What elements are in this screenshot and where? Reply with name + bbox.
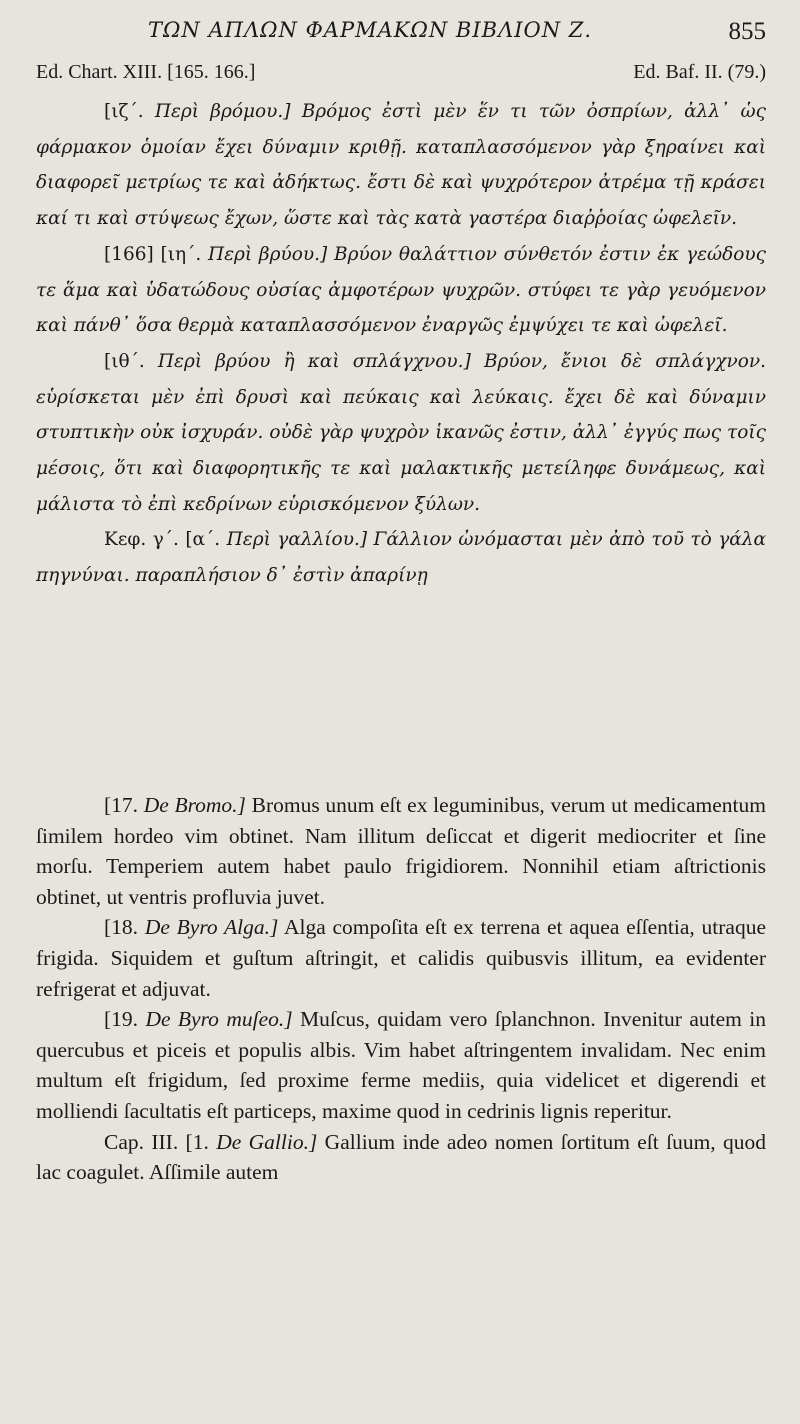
- section-heading: Περὶ βρόμου.]: [154, 101, 291, 122]
- greek-paragraph: [36, 344, 766, 523]
- paragraph-text: Muſcus, quidam vero ſplanchnon. Invenitur autem in quercubus et piceis et populis albis. Vim habet aſtringentem invalidam. Nec enim multum eſt frigidum, ſed proxime ferme mediis, quia videlicet et digerendi et molliendi ſacultatis eſt particeps, maxime quod in cedrinis lignis reperitur.: [36, 1007, 766, 1123]
- section-heading: Περὶ γαλλίου.]: [226, 529, 368, 551]
- edition-line: [36, 61, 766, 89]
- running-title: ΤΩΝ ΑΠΛΩΝ ΦΑΡΜΑΚΩΝ ΒΙΒΛΙΟΝ Ζ.: [148, 18, 593, 42]
- greek-paragraph: [36, 94, 766, 237]
- section-ref: [17.: [104, 793, 139, 817]
- edition-basel-ref: Ed. Baf. II. (79.): [633, 61, 766, 83]
- section-ref: Κεφ. γ΄. [α΄.: [104, 529, 221, 551]
- paragraph-text: Βρόμος ἐστὶ μὲν ἕν τι τῶν ὀσπρίων, ἀλλ᾽ ὡς φάρμακον ὁμοίαν ἔχει δύναμιν κριθῇ. καταπλασσόμενον γὰρ ξηραίνει καὶ διαφορεῖ μετρίως τε καὶ ἀδήκτως. ἔστι δὲ καὶ ψυχρότερον ἀτρέμα τῇ κράσει καί τι καὶ στύψεως ἔχων, ὥστε καὶ τὰς κατὰ γαστέρα διαῤῥοίας ὠφελεῖν.: [36, 101, 766, 230]
- greek-paragraph: [36, 237, 766, 344]
- paragraph-text: Gallium inde adeo nomen ſortitum eſt ſuum, quod lac coagulet. Aſſimile autem: [36, 1129, 767, 1185]
- page-header: [0, 14, 800, 50]
- section-heading: De Gallio.]: [216, 1129, 318, 1154]
- section-ref: [19.: [104, 1007, 139, 1032]
- edition-chart-ref: Ed. Chart. XIII. [165. 166.]: [36, 61, 256, 83]
- section-ref: [18.: [104, 915, 139, 940]
- paragraph-text: Βρύον θαλάττιον σύνθετόν ἐστιν ἐκ γεώδους τε ἅμα καὶ ὑδατώδους οὐσίας ἀμφοτέρων ψυχρῶν. στύφει τε γὰρ γευόμενον καὶ πάνθ᾽ ὅσα θερμὰ καταπλασσόμενον ἐναργῶς ἐμψύχει τε καὶ ὠφελεῖ.: [36, 243, 766, 337]
- section-ref: Cap. III. [1.: [104, 1129, 209, 1154]
- greek-text-block: [36, 94, 766, 594]
- section-ref: [166] [ιη΄.: [104, 243, 202, 265]
- page-number: 855: [728, 18, 766, 45]
- section-heading: De Bromo.]: [143, 793, 246, 817]
- paragraph-text: Bromus unum eſt ex leguminibus, verum ut medicamentum ſimilem hordeo vim obtinet. Nam illitum deſiccat et digerit mediocriter et ſine morſu. Temperiem autem habet paulo frigidiorem. Nonnihil etiam aſtrictionis obtinet, ut ventris profluvia juvet.: [36, 793, 767, 909]
- section-heading: De Byro muſeo.]: [145, 1007, 293, 1032]
- greek-paragraph: [36, 522, 766, 593]
- latin-paragraph: [36, 912, 766, 1004]
- latin-paragraph: [36, 790, 766, 912]
- section-ref: [ιζ΄.: [104, 101, 144, 122]
- section-heading: Περὶ βρύου ἢ καὶ σπλάγχνου.]: [157, 350, 471, 372]
- section-heading: Περὶ βρύου.]: [207, 243, 328, 265]
- section-heading: De Byro Alga.]: [144, 915, 279, 940]
- paragraph-text: Βρύον, ἔνιοι δὲ σπλάγχνον. εὑρίσκεται μὲν ἐπὶ δρυσὶ καὶ πεύκαις καὶ λεύκαις. ἔχει δὲ καὶ δύναμιν στυπτικὴν οὐκ ἰσχυράν. οὐδὲ γὰρ ψυχρὸν ἱκανῶς ἐστιν, ἀλλ᾽ ἐγγύς πως τοῖς μέσοις, ὅτι καὶ διαφορητικῆς τε καὶ μαλακτικῆς μετείληφε δυνάμεως, καὶ μάλιστα τὸ ἐπὶ κεδρίνων εὑρισκόμενον ξύλων.: [36, 350, 766, 515]
- paragraph-text: Alga compoſita eſt ex terrena et aquea eſſentia, utraque frigida. Siquidem et guſtum aſtringit, et calidis quibusvis illitum, ea evidenter refrigerat et adjuvat.: [36, 915, 766, 1001]
- paragraph-text: Γάλλιον ὠνόμασται μὲν ἀπὸ τοῦ τὸ γάλα πηγνύναι. παραπλήσιον δ᾽ ἐστὶν ἀπαρίνῃ: [36, 529, 767, 587]
- section-ref: [ιθ΄.: [104, 350, 145, 372]
- latin-text-block: [36, 790, 766, 1188]
- latin-paragraph: [36, 1004, 766, 1126]
- latin-paragraph: [36, 1127, 766, 1188]
